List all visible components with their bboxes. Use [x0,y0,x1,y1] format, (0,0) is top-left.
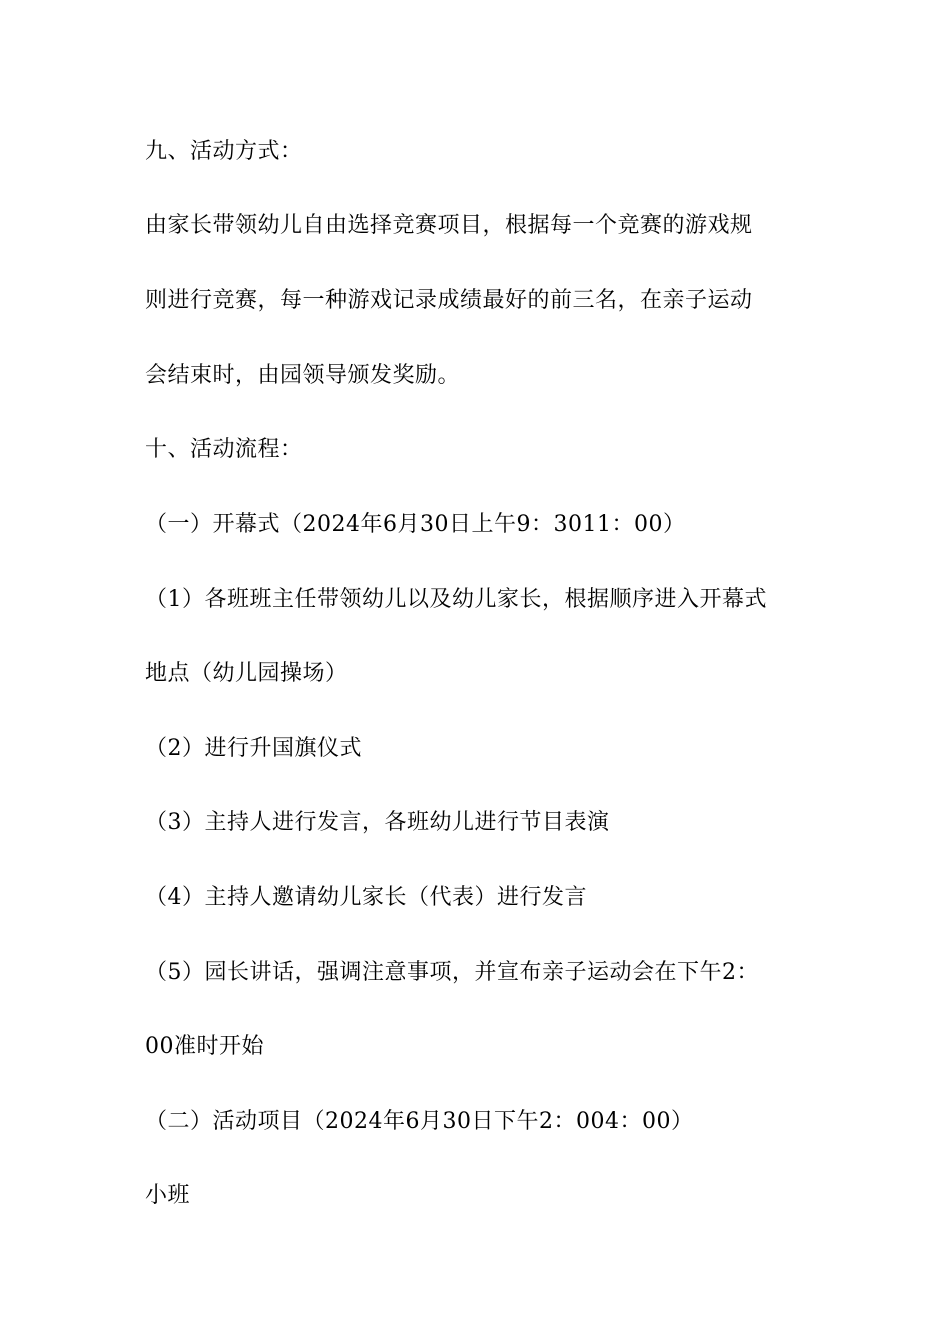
section-heading-activity-method: 九、活动方式： [145,139,303,164]
paragraph-line: 则进行竞赛，每一种游戏记录成绩最好的前三名，在亲子运动 [145,288,753,313]
list-item: （4）主持人邀请幼儿家长（代表）进行发言 [145,885,587,910]
section-heading-activity-process: 十、活动流程： [145,437,303,462]
list-item: （2）进行升国旗仪式 [145,736,362,761]
paragraph-line: 由家长带领幼儿自由选择竞赛项目，根据每一个竞赛的游戏规 [145,213,753,238]
list-item: （1）各班班主任带领幼儿以及幼儿家长，根据顺序进入开幕式 [145,587,767,612]
list-item-continuation: 地点（幼儿园操场） [145,661,348,686]
paragraph-line: 会结束时，由园领导颁发奖励。 [145,363,461,388]
list-item: （5）园长讲话，强调注意事项，并宣布亲子运动会在下午2： [145,960,759,985]
subheading-activity-items: （二）活动项目（2024年6月30日下午2：004：00） [145,1109,694,1134]
list-item: （3）主持人进行发言，各班幼儿进行节目表演 [145,810,610,835]
subheading-small-class: 小班 [145,1183,191,1208]
list-item-continuation: 00准时开始 [145,1034,264,1059]
subheading-opening-ceremony: （一）开幕式（2024年6月30日上午9：3011：00） [145,512,686,537]
